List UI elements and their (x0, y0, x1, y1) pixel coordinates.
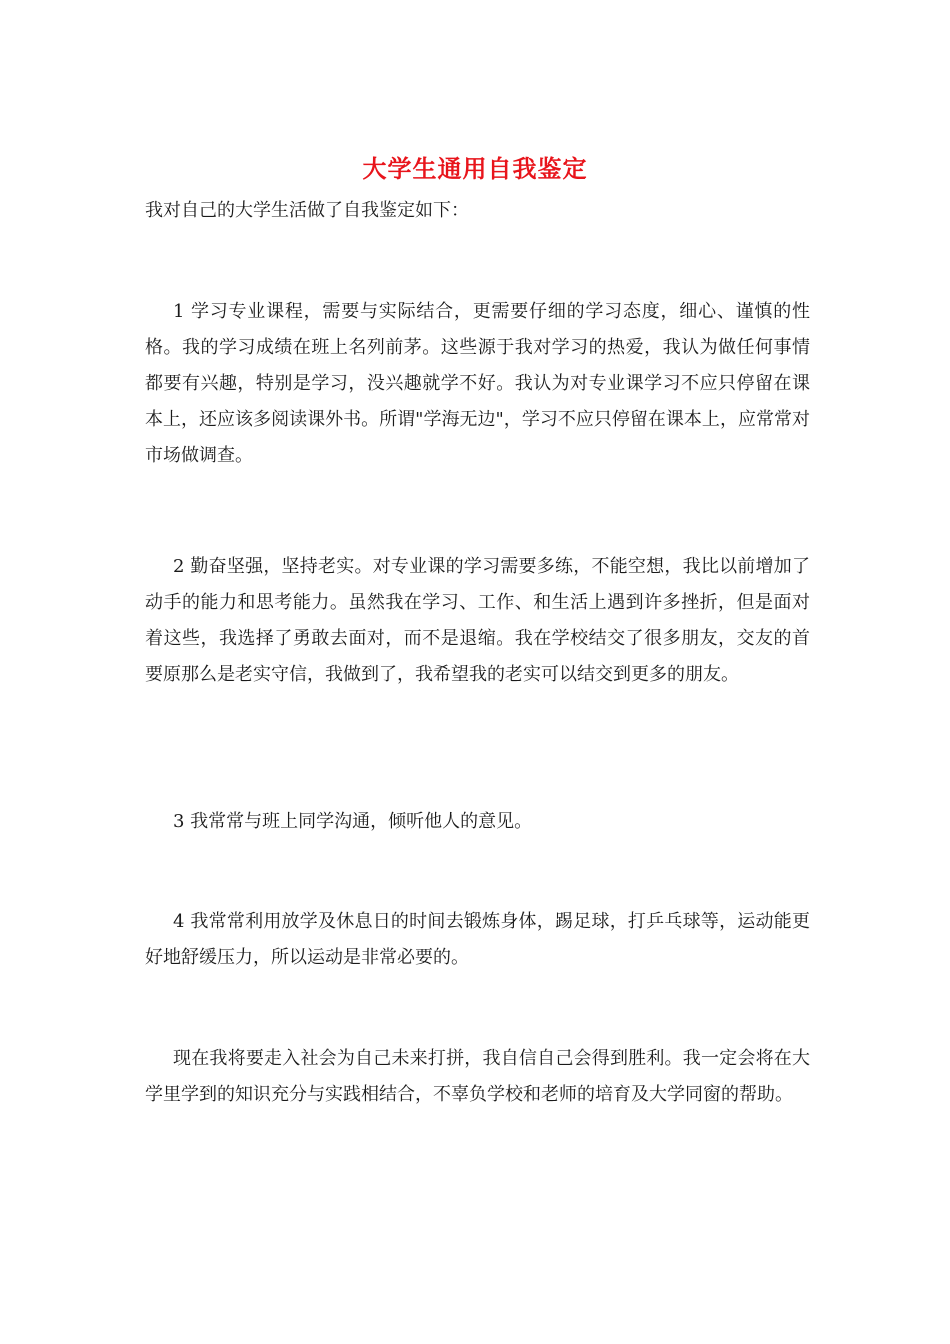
paragraph-5: 现在我将要走入社会为自己未来打拼，我自信自己会得到胜利。我一定会将在大学里学到的知识充分与实践相结合，不辜负学校和老师的培育及大学同窗的帮助。 (145, 1048, 810, 1105)
paragraph-3: 3 我常常与班上同学沟通，倾听他人的意见。 (173, 811, 533, 832)
paragraph-1: 1 学习专业课程，需要与实际结合，更需要仔细的学习态度，细心、谨慎的性格。我的学习成绩在班上名列前茅。这些源于我对学习的热爱，我认为做任何事情都要有兴趣，特别是学习，没兴趣就学不好。我认为对专业课学习不应只停留在课本上，还应该多阅读课外书。所谓"学海无边"，学习不应只停留在课本上，应常常对市场做调查。 (145, 301, 810, 466)
intro-text: 我对自己的大学生活做了自我鉴定如下： (145, 200, 469, 221)
paragraph-2: 2 勤奋坚强，坚持老实。对专业课的学习需要多练，不能空想，我比以前增加了动手的能力和思考能力。虽然我在学习、工作、和生活上遇到许多挫折，但是面对着这些，我选择了勇敢去面对，而不是退缩。我在学校结交了很多朋友，交友的首要原那么是老实守信，我做到了，我希望我的老实可以结交到更多的朋友。 (145, 556, 810, 685)
paragraph-4: 4 我常常利用放学及休息日的时间去锻炼身体，踢足球，打乒乓球等，运动能更好地舒缓压力，所以运动是非常必要的。 (145, 911, 810, 968)
document-title: 大学生通用自我鉴定 (362, 154, 588, 183)
